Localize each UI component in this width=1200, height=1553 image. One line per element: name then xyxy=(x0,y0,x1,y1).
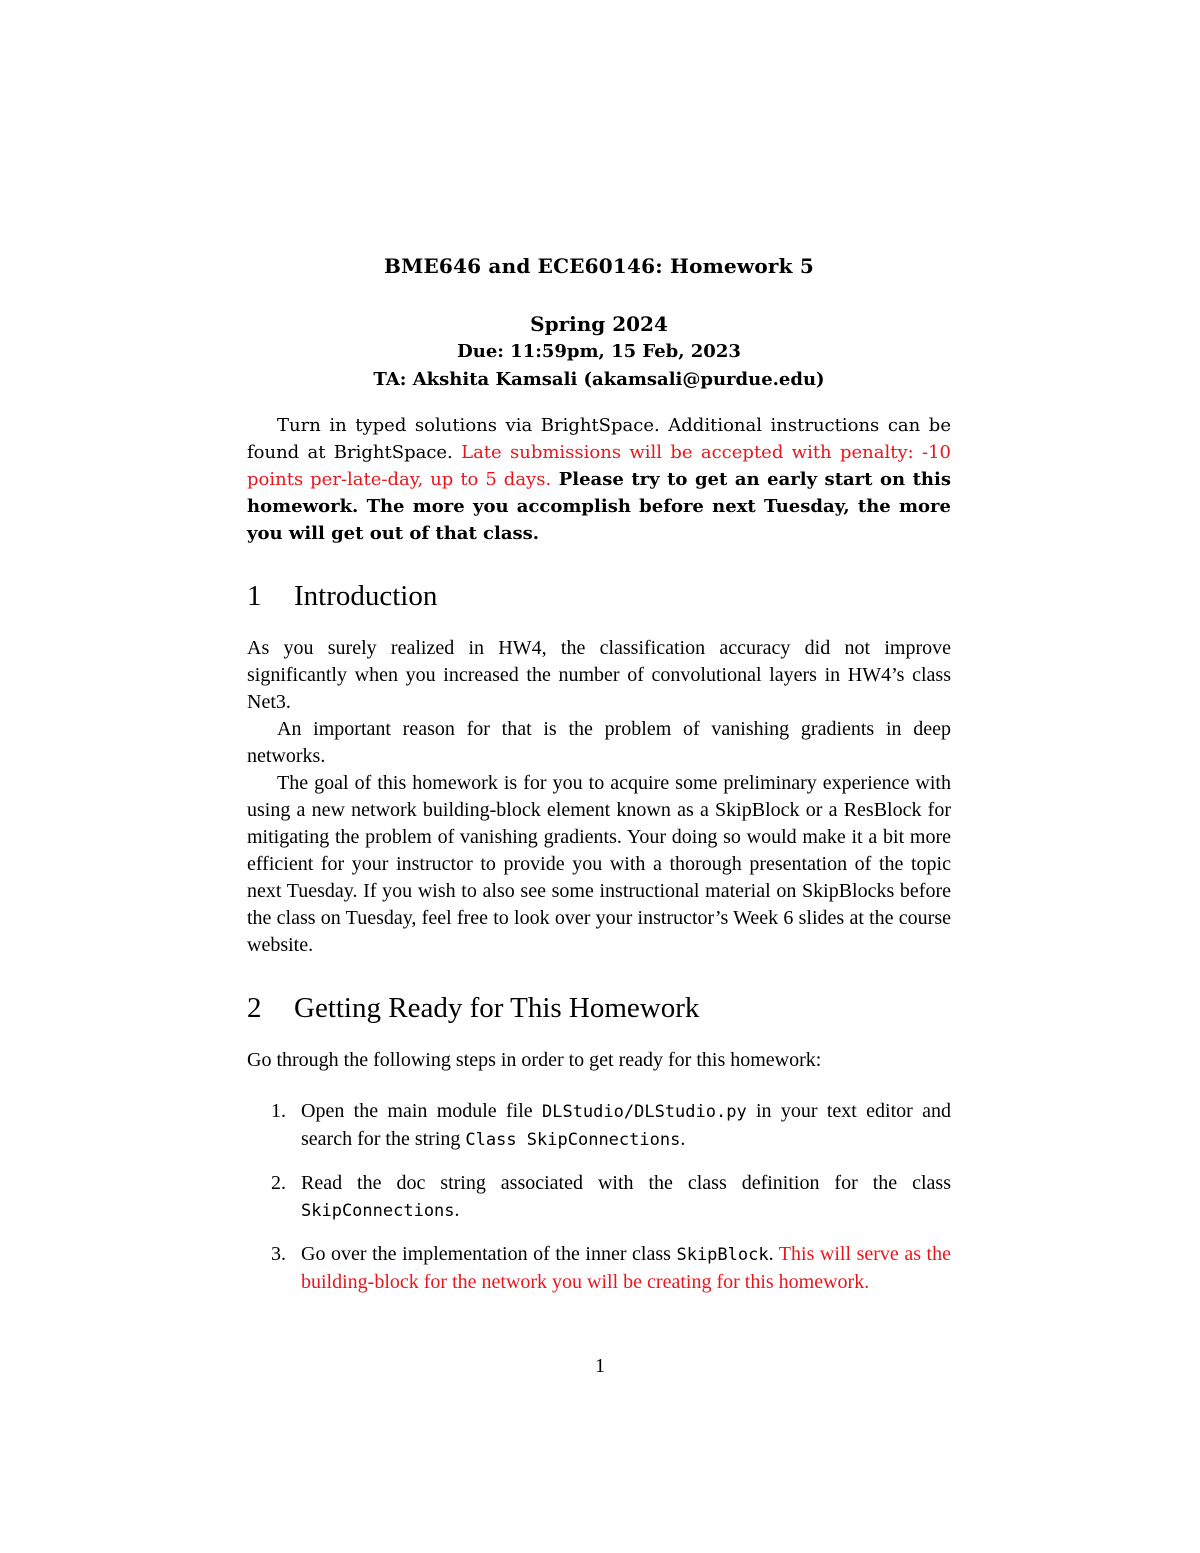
step-text: Read the doc string associated with the class definition for the class xyxy=(301,1172,951,1194)
section-2-number: 2 xyxy=(247,992,262,1024)
instructions-paragraph xyxy=(247,412,951,547)
list-item-number: 2. xyxy=(271,1172,286,1194)
intro-paragraph-1: As you surely realized in HW4, the classification accuracy did not improve significantly when you increased the number of convolutional layers in HW4’s class Net3. xyxy=(247,637,951,713)
section-1-heading xyxy=(247,580,951,612)
section-2-title: Getting Ready for This Homework xyxy=(294,992,700,1024)
late-policy: Late submissions will be accepted with penalty: -10 points per-late-day, up to 5 days. xyxy=(247,442,951,490)
section-2-heading xyxy=(247,992,951,1024)
step-text: Open the main module file xyxy=(301,1100,542,1122)
due-date: Due: 11:59pm, 15 Feb, 2023 xyxy=(457,341,741,362)
step-text: . xyxy=(454,1199,460,1221)
step-text: . xyxy=(768,1243,779,1265)
intro-paragraph-3: The goal of this homework is for you to acquire some preliminary experience with using a new network building-block element known as a SkipBlock or a ResBlock for mitigating the problem of vanishing gradients. Your doing so would make it a bit more efficient for your instructor to provide you with a thorough presentation of the topic next Tuesday. If you wish to also see some instructional material on SkipBlocks before the class on Tuesday, feel free to look over your instructor’s Week 6 slides at the course website. xyxy=(247,772,951,956)
section-2-intro: Go through the following steps in order to get ready for this homework: xyxy=(247,1049,822,1071)
document-body xyxy=(247,412,951,1312)
code-search-string: Class SkipConnections xyxy=(465,1130,681,1150)
intro-paragraph-2: An important reason for that is the problem of vanishing gradients in deep networks. xyxy=(247,718,951,767)
code-inner-class: SkipBlock xyxy=(676,1245,769,1265)
steps-list xyxy=(247,1098,951,1296)
list-item xyxy=(247,1098,951,1154)
step-text: Go over the implementation of the inner class xyxy=(301,1243,677,1265)
list-item-number: 3. xyxy=(271,1243,286,1265)
step-text: . xyxy=(680,1128,686,1150)
page-number: 1 xyxy=(595,1355,605,1377)
semester: Spring 2024 xyxy=(530,312,668,336)
ta-info: TA: Akshita Kamsali (akamsali@purdue.edu) xyxy=(373,369,825,390)
instructions-text: Turn in typed solutions via BrightSpace. Additional instructions can be found at BrightSpace. xyxy=(247,415,951,463)
code-file-path: DLStudio/DLStudio.py xyxy=(541,1102,747,1122)
step-text: in your text editor and search for the string xyxy=(301,1100,952,1150)
list-item-number: 1. xyxy=(271,1100,286,1122)
instructions-emphasis: Please try to get an early start on this homework. The more you accomplish before next Tuesday, the more you will get out of that class. xyxy=(247,469,951,544)
section-1-number: 1 xyxy=(247,580,262,612)
document-title: BME646 and ECE60146: Homework 5 xyxy=(384,254,814,278)
section-1-title: Introduction xyxy=(294,580,438,612)
step-emphasis: This will serve as the building-block for the network you will be creating for this homework. xyxy=(301,1243,951,1293)
list-item xyxy=(247,1241,951,1296)
title-block xyxy=(247,252,951,394)
list-item xyxy=(247,1170,951,1225)
code-class-name: SkipConnections xyxy=(301,1201,455,1221)
